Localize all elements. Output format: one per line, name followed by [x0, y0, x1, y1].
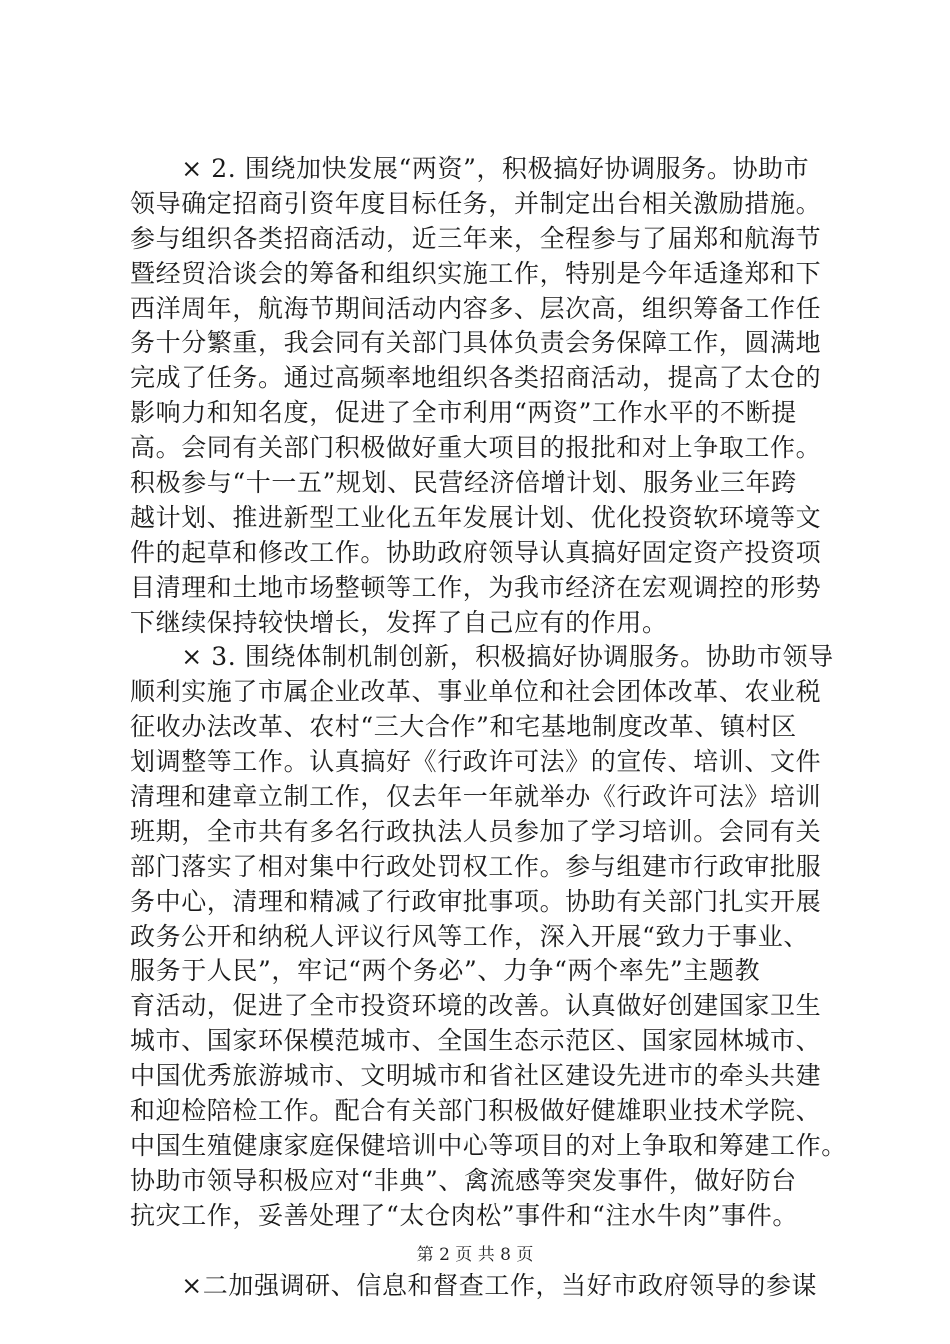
text-line: 务十分繁重，我会同有关部门具体负责会务保障工作，圆满地 — [130, 328, 822, 358]
paragraph-block-2 — [130, 1269, 850, 1304]
text-line: × 3. 围绕体制机制创新，积极搞好协调服务。协助市领导 — [130, 642, 834, 672]
body-text — [130, 152, 850, 1304]
text-line: × 2. 围绕加快发展“两资”，积极搞好协调服务。协助市 — [130, 154, 810, 183]
text-line: 划调整等工作。认真搞好《行政许可法》的宣传、培训、文件 — [130, 747, 822, 777]
text-line: 部门落实了相对集中行政处罚权工作。参与组建市行政审批服 — [130, 851, 822, 881]
text-line: 领导确定招商引资年度目标任务，并制定出台相关激励措施。 — [130, 188, 822, 218]
text-line: 协助市领导积极应对“非典”、禽流感等突发事件，做好防台 — [130, 1165, 797, 1195]
text-line: 完成了任务。通过高频率地组织各类招商活动，提高了太仓的 — [130, 363, 822, 393]
text-line: 顺利实施了市属企业改革、事业单位和社会团体改革、农业税 — [130, 677, 822, 707]
text-line: 件的起草和修改工作。协助政府领导认真搞好固定资产投资项 — [130, 537, 822, 567]
text-line: 抗灾工作，妥善处理了“太仓肉松”事件和“注水牛肉”事件。 — [130, 1200, 798, 1230]
text-line: 积极参与“十一五”规划、民营经济倍增计划、服务业三年跨 — [130, 468, 797, 498]
text-line: 暨经贸洽谈会的筹备和组织实施工作，特别是今年适逢郑和下 — [130, 258, 822, 288]
text-line: 下继续保持较快增长，发挥了自己应有的作用。 — [130, 607, 668, 637]
text-line: 西洋周年，航海节期间活动内容多、层次高，组织筹备工作任 — [130, 293, 822, 323]
text-line: 育活动，促进了全市投资环境的改善。认真做好创建国家卫生 — [130, 991, 822, 1021]
text-line: 高。会同有关部门积极做好重大项目的报批和对上争取工作。 — [130, 433, 822, 463]
text-line: ×二加强调研、信息和督查工作，当好市政府领导的参谋 — [130, 1270, 818, 1300]
paragraph-block-1 — [130, 152, 850, 1234]
text-line: 中国优秀旅游城市、文明城市和省社区建设先进市的牵头共建 — [130, 1061, 822, 1091]
page-footer: 第 2 页 共 8 页 — [416, 1245, 534, 1265]
text-line: 影响力和知名度，促进了全市利用“两资”工作水平的不断提 — [130, 398, 797, 428]
text-line: 班期，全市共有多名行政执法人员参加了学习培训。会同有关 — [130, 816, 822, 846]
text-line: 征收办法改革、农村“三大合作”和宅基地制度改革、镇村区 — [130, 712, 797, 742]
text-line: 清理和建章立制工作，仅去年一年就举办《行政许可法》培训 — [130, 782, 822, 812]
text-line: 政务公开和纳税人评议行风等工作，深入开展“致力于事业、 — [130, 921, 809, 951]
text-line: 务中心，清理和精减了行政审批事项。协助有关部门扎实开展 — [130, 886, 822, 916]
text-line: 中国生殖健康家庭保健培训中心等项目的对上争取和筹建工作。 — [130, 1130, 847, 1160]
text-line: 城市、国家环保模范城市、全国生态示范区、国家园林城市、 — [130, 1026, 822, 1056]
text-line: 和迎检陪检工作。配合有关部门积极做好健雄职业技术学院、 — [130, 1096, 822, 1126]
text-line: 越计划、推进新型工业化五年发展计划、优化投资软环境等文 — [130, 502, 822, 532]
text-line: 服务于人民”，牢记“两个务必”、力争“两个率先”主题教 — [130, 956, 761, 986]
text-line: 参与组织各类招商活动，近三年来，全程参与了届郑和航海节 — [130, 223, 822, 253]
text-line: 目清理和土地市场整顿等工作，为我市经济在宏观调控的形势 — [130, 572, 822, 602]
